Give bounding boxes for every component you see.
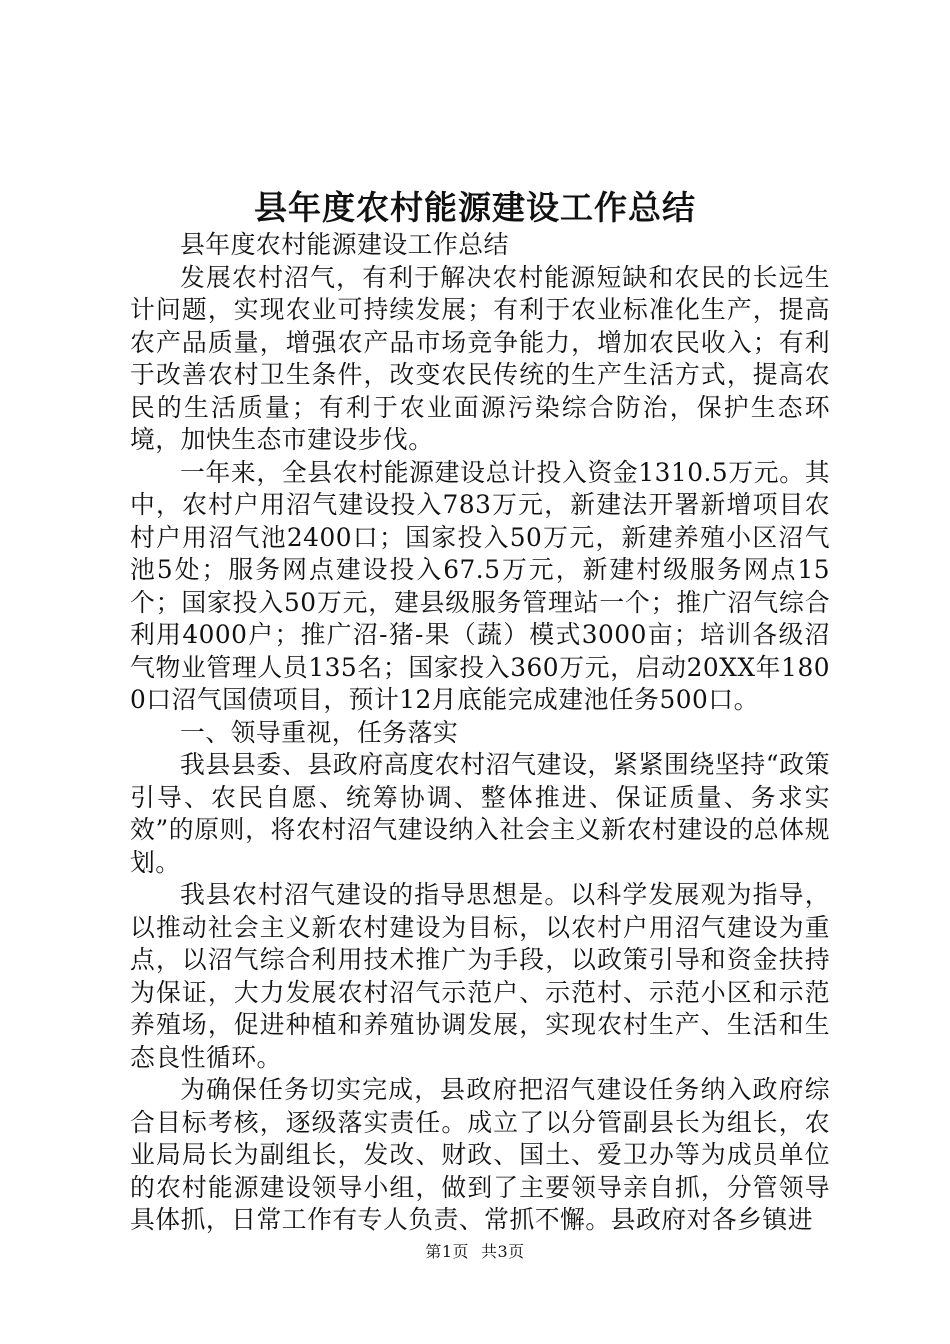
page-number: 第1页 xyxy=(425,1242,469,1261)
document-body xyxy=(130,229,830,1237)
body-paragraph: 发展农村沼气，有利于解决农村能源短缺和农民的长远生计问题，实现农业可持续发展；有利于农业标准化生产，提高农产品质量，增强农产品市场竞争能力，增加农民收入；有利于改善农村卫生条件，改变农民传统的生产生活方式，提高农民的生活质量；有利于农业面源污染综合防治，保护生态环境，加快生态市建设步伐。 xyxy=(130,262,830,454)
body-paragraph: 我县县委、县政府高度农村沼气建设，紧紧围绕坚持“政策引导、农民自愿、统筹协调、整体推进、保证质量、务求实效”的原则，将农村沼气建设纳入社会主义新农村建设的总体规划。 xyxy=(130,750,830,877)
page-footer xyxy=(0,1241,950,1263)
subtitle-paragraph: 县年度农村能源建设工作总结 xyxy=(180,230,509,259)
body-paragraph: 为确保任务切实完成，县政府把沼气建设任务纳入政府综合目标考核，逐级落实责任。成立了以分管副县长为组长，农业局局长为副组长，发改、财政、国土、爱卫办等为成员单位的农村能源建设领导小组，做到了主要领导亲自抓，分管领导具体抓，日常工作有专人负责、常抓不懈。县政府对各乡镇进 xyxy=(130,1075,830,1234)
document-title: 县年度农村能源建设工作总结 xyxy=(254,188,696,227)
body-paragraph: 我县农村沼气建设的指导思想是。以科学发展观为指导，以推动社会主义新农村建设为目标，以农村户用沼气建设为重点，以沼气综合利用技术推广为手段，以政策引导和资金扶持为保证，大力发展农村沼气示范户、示范村、示范小区和示范养殖场，促进种植和养殖协调发展，实现农村生产、生活和生态良性循环。 xyxy=(130,880,830,1072)
body-paragraph: 一年来，全县农村能源建设总计投入资金1310.5万元。其中，农村户用沼气建设投入783万元，新建法开署新增项目农村户用沼气池2400口；国家投入50万元，新建养殖小区沼气池5处；服务网点建设投入67.5万元，新建村级服务网点15个；国家投入50万元，建县级服务管理站一个；推广沼气综合利用4000户；推广沼-猪-果（蔬）模式3000亩；培训各级沼气物业管理人员135名；国家投入360万元，启动20XX年1800口沼气国债项目，预计12月底能完成建池任务500口。 xyxy=(130,457,830,714)
page-total: 共3页 xyxy=(481,1242,525,1261)
section-heading: 一、领导重视，任务落实 xyxy=(180,717,459,747)
